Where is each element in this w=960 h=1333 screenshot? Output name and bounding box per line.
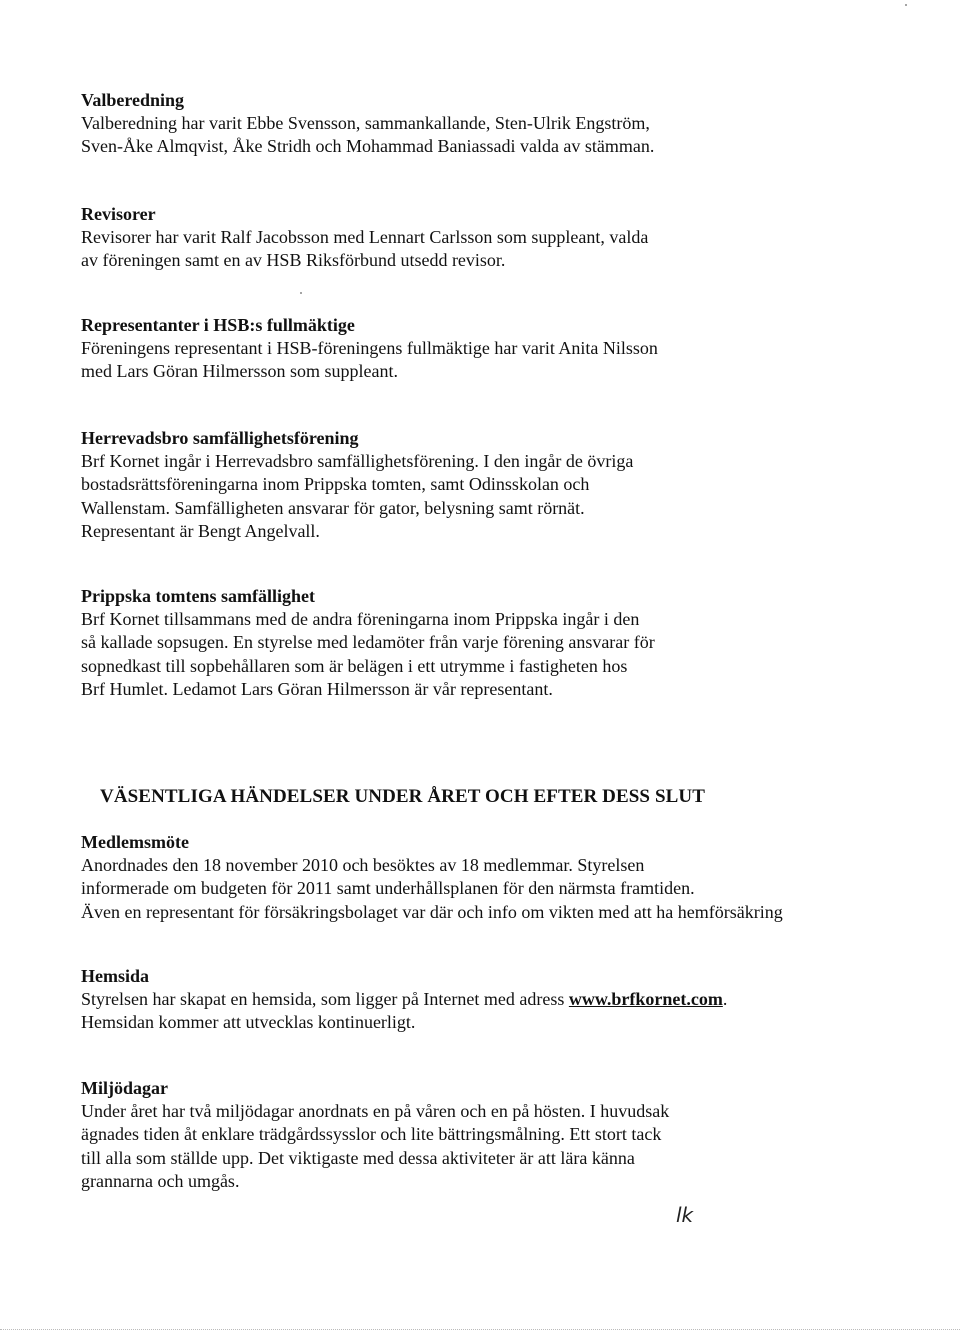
paragraph-line: Brf Kornet ingår i Herrevadsbro samfällighetsförening. I den ingår de övriga [81,451,634,471]
section-valberedning [81,89,881,159]
section-heading: Prippska tomtens samfällighet [81,586,315,606]
paragraph-line: Sven-Åke Almqvist, Åke Stridh och Mohammad Baniassadi valda av stämman. [81,136,655,157]
paragraph-line: Anordnades den 18 november 2010 och besöktes av 18 medlemmar. Styrelsen [81,855,645,875]
paragraph-line: informerade om budgeten för 2011 samt underhållsplanen för den närmsta framtiden. [81,878,695,899]
scan-edge-rule [0,1329,960,1331]
section-heading: Revisorer [81,204,156,224]
paragraph-line: grannarna och umgås. [81,1170,240,1191]
section-hemsida [81,965,881,1035]
paragraph-line: Valberedning har varit Ebbe Svensson, sammankallande, Sten-Ulrik Engström, [81,113,650,133]
paragraph-line: Revisorer har varit Ralf Jacobsson med Lennart Carlsson som suppleant, valda [81,227,649,247]
handwritten-initials: lk [676,1203,694,1227]
section-heading: Herrevadsbro samfällighetsförening [81,428,359,448]
paragraph-text: Styrelsen har skapat en hemsida, som ligger på Internet med adress [81,989,569,1009]
paragraph-line: sopnedkast till sopbehållaren som är belägen i ett utrymme i fastigheten hos [81,655,628,676]
paragraph-line: Wallenstam. Samfälligheten ansvarar för gator, belysning samt rörnät. [81,497,585,518]
paragraph-line: Representant är Bengt Angelvall. [81,520,320,541]
section-herrevadsbro [81,427,881,543]
paragraph-line: ägnades tiden åt enklare trädgårdssysslor och lite bättringsmålning. Ett stort tack [81,1124,662,1145]
paragraph-line: så kallade sopsugen. En styrelse med ledamöter från varje förening ansvarar för [81,632,655,653]
section-representanter [81,314,881,384]
section-medlemsmote [81,831,881,924]
paragraph-line: till alla som ställde upp. Det viktigaste med dessa aktiviteter är att lära känna [81,1147,635,1168]
section-heading: Medlemsmöte [81,832,189,852]
section-miljodagar [81,1077,881,1193]
section-revisorer [81,203,881,273]
main-section-heading: VÄSENTLIGA HÄNDELSER UNDER ÅRET OCH EFTER DESS SLUT [100,786,705,807]
website-link[interactable]: www.brfkornet.com [568,989,723,1009]
paragraph-text: . [722,989,728,1009]
section-heading: Miljödagar [81,1078,168,1098]
section-heading: Valberedning [81,90,185,110]
paragraph-line: bostadsrättsföreningarna inom Prippska tomten, samt Odinsskolan och [81,474,590,495]
paragraph-line: Under året har två miljödagar anordnats en på våren och en på hösten. I huvudsak [81,1101,670,1121]
scan-speck [905,4,907,6]
paragraph-line [81,988,881,1011]
paragraph-line: Även en representant för försäkringsbolaget var där och info om vikten med att ha hemförsäkring [81,901,783,922]
paragraph-line: Hemsidan kommer att utvecklas kontinuerligt. [81,1012,416,1033]
paragraph-line: Föreningens representant i HSB-föreningens fullmäktige har varit Anita Nilsson [81,338,658,358]
section-heading: Hemsida [81,966,150,986]
section-prippska [81,585,881,701]
paragraph-line: av föreningen samt en av HSB Riksförbund utsedd revisor. [81,250,506,271]
scan-speck [300,292,302,294]
section-heading: Representanter i HSB:s fullmäktige [81,315,355,335]
paragraph-line: Brf Kornet tillsammans med de andra föreningarna inom Prippska ingår i den [81,609,640,629]
paragraph-line: Brf Humlet. Ledamot Lars Göran Hilmersson är vår representant. [81,678,553,699]
paragraph-line: med Lars Göran Hilmersson som suppleant. [81,361,398,382]
